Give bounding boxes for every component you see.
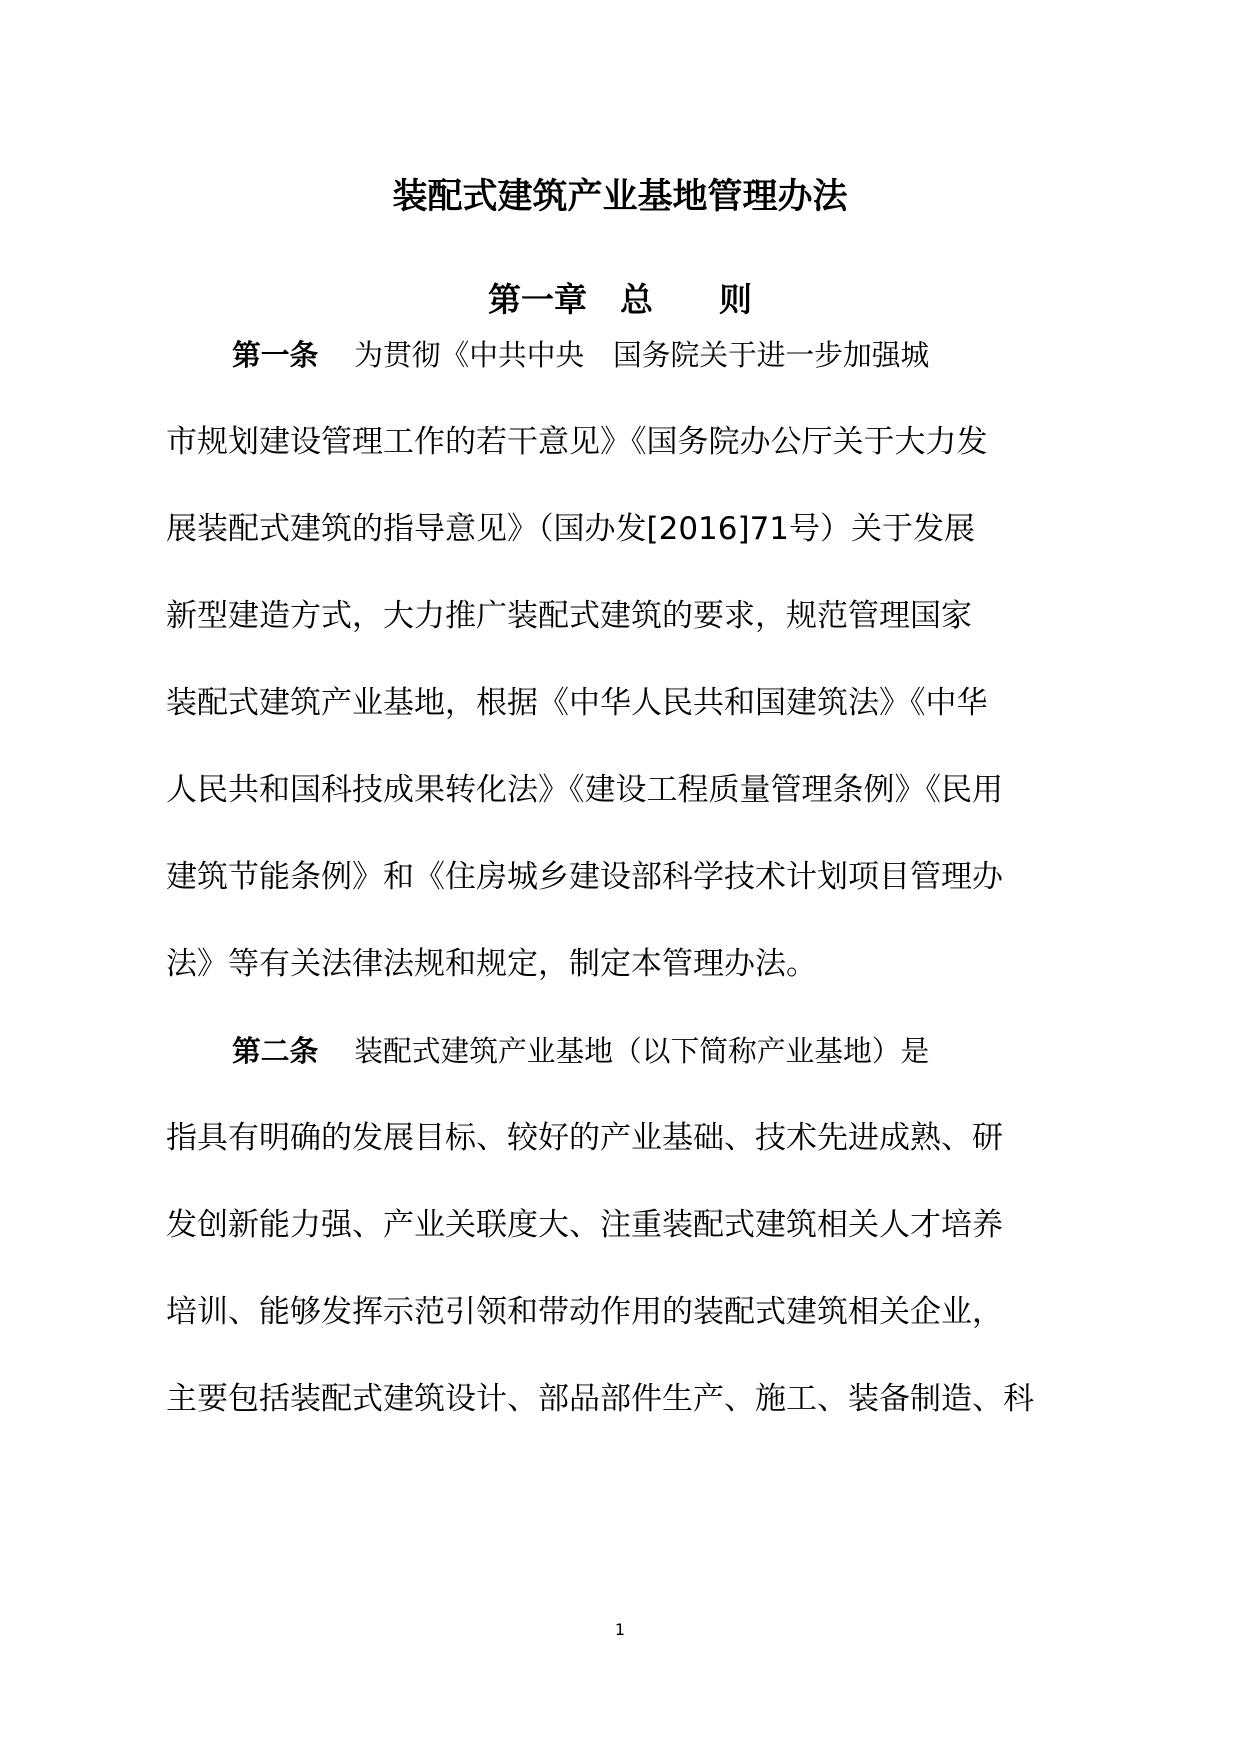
article-1-line: 装配式建筑产业基地，根据《中华人民共和国建筑法》《中华 xyxy=(166,685,988,721)
article-1-line: 市规划建设管理工作的若干意见》《国务院办公厅关于大力发 xyxy=(166,424,988,460)
article-2-first-line xyxy=(232,1026,1142,1076)
article-1-line: 建筑节能条例》和《住房城乡建设部科学技术计划项目管理办 xyxy=(166,859,1003,895)
page-number: 1 xyxy=(614,1620,626,1639)
article-2-line: 指具有明确的发展目标、较好的产业基础、技术先进成熟、研 xyxy=(166,1120,1003,1156)
chapter-heading: 第一章 总 则 xyxy=(488,280,752,319)
article-1-first-line xyxy=(232,330,1142,380)
article-1-line: 法》等有关法律法规和规定，制定本管理办法。 xyxy=(166,946,817,982)
article-1-label: 第一条 xyxy=(232,338,319,372)
article-2-label: 第二条 xyxy=(232,1034,319,1068)
article-1-line: 人民共和国科技成果转化法》《建设工程质量管理条例》《民用 xyxy=(166,772,1003,808)
document-title: 装配式建筑产业基地管理办法 xyxy=(392,177,848,217)
article-2-line: 培训、能够发挥示范引领和带动作用的装配式建筑相关企业， xyxy=(166,1294,1003,1330)
article-1-text: 为贯彻《中共中央 国务院关于进一步加强城 xyxy=(354,338,930,372)
article-2-line: 发创新能力强、产业关联度大、注重装配式建筑相关人才培养 xyxy=(166,1207,1003,1243)
article-2-line: 主要包括装配式建筑设计、部品部件生产、施工、装备制造、科 xyxy=(166,1381,1034,1417)
article-1-line: 新型建造方式，大力推广装配式建筑的要求，规范管理国家 xyxy=(166,598,972,634)
article-2-text: 装配式建筑产业基地（以下简称产业基地）是 xyxy=(354,1034,930,1068)
article-1-line: 展装配式建筑的指导意见》（国办发[2016]71号）关于发展 xyxy=(166,511,976,547)
